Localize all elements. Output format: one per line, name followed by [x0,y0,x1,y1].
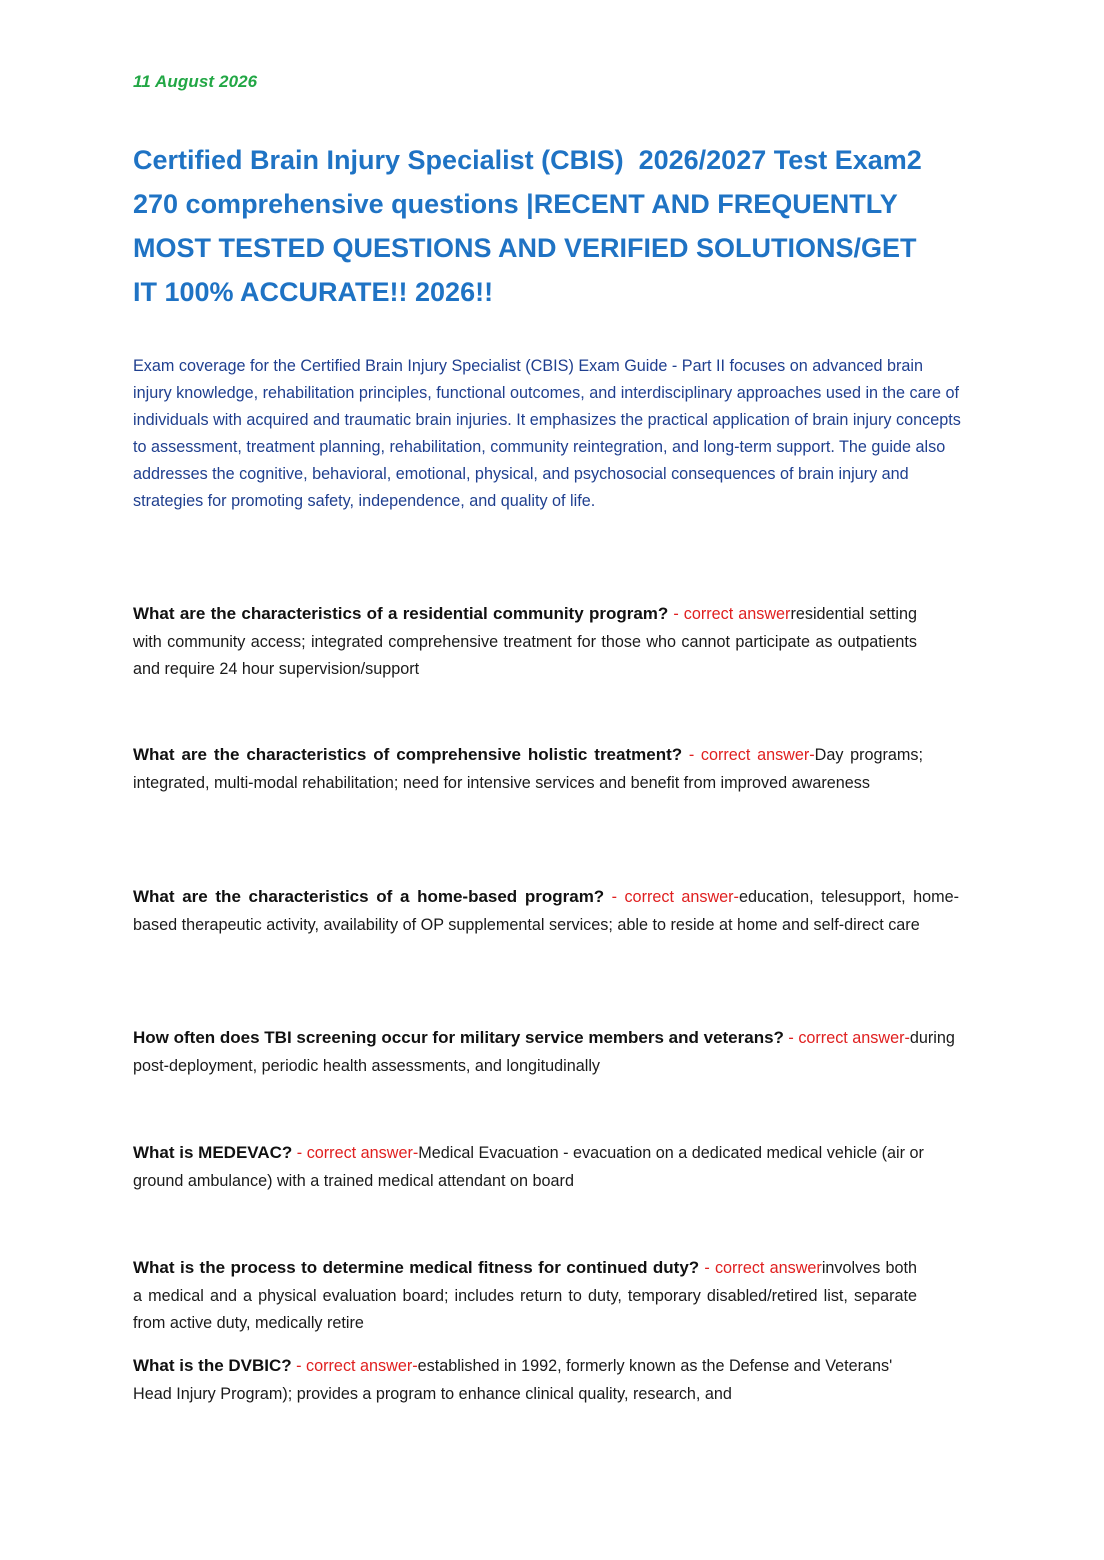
question-text: What is the DVBIC? [133,1356,292,1375]
question-text: What are the characteristics of a home-based program? [133,887,605,906]
answer-text: involves both a medical and a physical evaluation board; includes return to duty, temporary disabled/retired list, separate from active duty, medically retire [133,1259,917,1332]
intro-paragraph: Exam coverage for the Certified Brain Injury Specialist (CBIS) Exam Guide - Part II focuses on advanced brain injury knowledge, rehabilitation principles, functional outcomes, and interdisciplinary approaches used in the care of individuals with acquired and traumatic brain injuries. It emphasizes the practical application of brain injury concepts to assessment, treatment planning, rehabilitation, community reintegration, and long-term support. The guide also addresses the cognitive, behavioral, emotional, physical, and psychosocial consequences of brain injury and strategies for promoting safety, independence, and quality of life. [133,357,961,510]
answer-text: during post-deployment, periodic health assessments, and longitudinally [133,1029,955,1075]
answer-text: Medical Evacuation - evacuation on a dedicated medical vehicle (air or ground ambulance) with a trained medical attendant on board [133,1144,924,1190]
answer-text: residential setting with community access; integrated comprehensive treatment for those who cannot participate as outpatients and require 24 hour supervision/support [133,605,917,678]
qa-item-4 [133,1024,963,1080]
qa-item-5 [133,1139,933,1195]
correct-answer-label: - correct answer- [604,888,739,906]
qa-item-2 [133,741,923,797]
qa-item-3 [133,883,959,939]
qa-item-6 [133,1254,917,1338]
question-text: What are the characteristics of a residential community program? [133,604,669,623]
document-title: Certified Brain Injury Specialist (CBIS) 2026/2027 Test Exam2 270 comprehensive questions |RECENT AND FREQUENTLY MOST TESTED QUESTIONS AND VERIFIED SOLUTIONS/GET IT 100% ACCURATE!! 2026!! [133,145,945,307]
document-date: 11 August 2026 [133,72,258,91]
question-text: What are the characteristics of comprehensive holistic treatment? [133,745,683,764]
qa-item-1 [133,600,917,684]
correct-answer-label: - correct answer- [292,1144,419,1162]
answer-text: education, telesupport, home-based therapeutic activity, availability of OP supplemental services; able to reside at home and self-direct care [133,888,959,934]
question-text: What is MEDEVAC? [133,1143,293,1162]
answer-text: established in 1992, formerly known as the Defense and Veterans' Head Injury Program); provides a program to enhance clinical quality, research, and [133,1357,893,1403]
correct-answer-label: - correct answer- [682,746,815,764]
correct-answer-label: - correct answer [668,605,791,623]
correct-answer-label: - correct answer [699,1259,822,1277]
answer-text: Day programs; integrated, multi-modal rehabilitation; need for intensive services and benefit from improved awareness [133,746,924,792]
question-text: How often does TBI screening occur for military service members and veterans? [133,1028,784,1047]
question-text: What is the process to determine medical fitness for continued duty? [133,1258,700,1277]
correct-answer-label: - correct answer- [291,1357,418,1375]
correct-answer-label: - correct answer- [783,1029,910,1047]
qa-item-7 [133,1352,933,1408]
